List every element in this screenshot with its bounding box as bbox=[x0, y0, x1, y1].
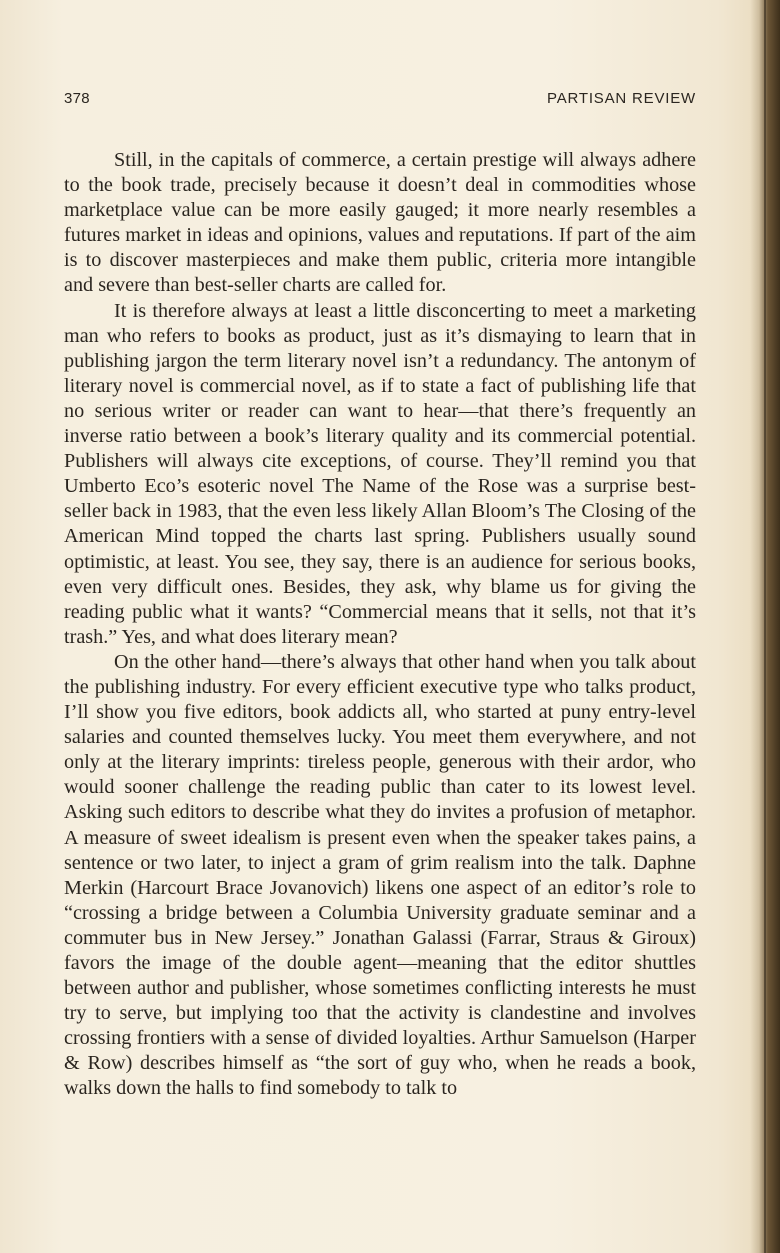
article-body bbox=[64, 148, 696, 1102]
page-header bbox=[64, 90, 696, 114]
page-edge-line bbox=[764, 0, 766, 1253]
paragraph-3: On the other hand—there’s always that other hand when you talk about the publishing industry. For every efficient executive type who talks product, I’ll show you five editors, book addicts all, who started at puny entry-level salaries and counted themselves lucky. You meet them everywhere, and not only at the literary imprints: tireless people, generous with their ardor, who would sooner challenge the reading public than cater to its lowest level. Asking such editors to describe what they do invites a profusion of metaphor. A measure of sweet idealism is present even when the speaker takes pains, a sentence or two later, to inject a gram of grim realism into the talk. Daphne Merkin (Harcourt Brace Jovanovich) likens one aspect of an editor’s role to “crossing a bridge between a Columbia University graduate seminar and a commuter bus in New Jersey.” Jonathan Galassi (Farrar, Straus & Giroux) favors the image of the double agent—meaning that the editor shuttles between author and publisher, whose sometimes conflicting interests he must try to serve, but implying too that the activity is clandestine and involves crossing frontiers with a sense of divided loyalties. Arthur Samuelson (Harper & Row) describes himself as “the sort of guy who, when he reads a book, walks down the halls to find somebody to talk to bbox=[64, 650, 696, 1100]
paragraph-2: It is therefore always at least a little disconcerting to meet a marketing man who refers to books as product, just as it’s dismaying to learn that in publishing jargon the term literary novel isn’t a redundancy. The antonym of literary novel is commercial novel, as if to state a fact of publishing life that no serious writer or reader can want to hear—that there’s frequently an inverse ratio between a book’s literary quality and its commercial potential. Publishers will always cite exceptions, of course. They’ll remind you that Umberto Eco’s esoteric novel The Name of the Rose was a surprise best-seller back in 1983, that the even less likely Allan Bloom’s The Closing of the American Mind topped the charts last spring. Publishers usually sound optimistic, at least. You see, they say, there is an audience for serious books, even very difficult ones. Besides, they ask, why blame us for giving the reading public what it wants? “Commercial means that it sells, not that it’s trash.” Yes, and what does literary mean? bbox=[64, 299, 696, 648]
paragraph-1: Still, in the capitals of commerce, a certain prestige will always adhere to the book trade, precisely because it doesn’t deal in commodities whose marketplace value can be more easily gauged; it more nearly resembles a futures market in ideas and opinions, values and reputations. If part of the aim is to discover masterpieces and make them public, criteria more intangible and severe than best-seller charts are called for. bbox=[64, 149, 696, 297]
page-number: 378 bbox=[64, 90, 90, 107]
running-head: PARTISAN REVIEW bbox=[547, 90, 696, 107]
